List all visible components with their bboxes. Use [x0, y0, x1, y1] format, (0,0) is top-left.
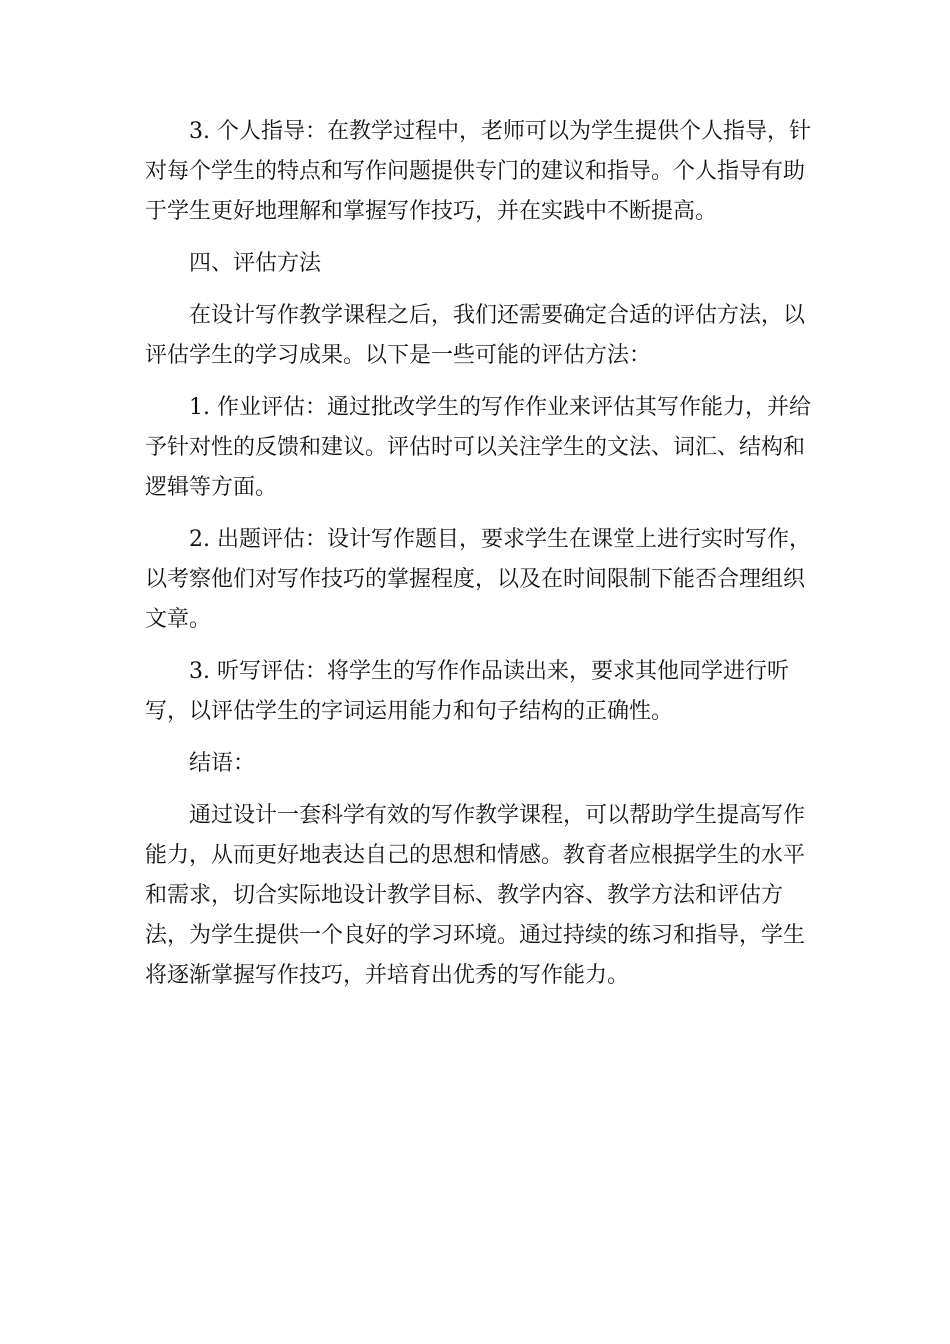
section-heading-conclusion: 结语：: [189, 751, 256, 776]
paragraph-evaluation-intro: 在设计写作教学课程之后，我们还需要确定合适的评估方法，以评估学生的学习成果。以下是一些可能的评估方法：: [145, 303, 806, 368]
paragraph-personal-guidance: 3. 个人指导：在教学过程中，老师可以为学生提供个人指导，针对每个学生的特点和写作问题提供专门的建议和指导。个人指导有助于学生更好地理解和掌握写作技巧，并在实践中不断提高。: [145, 119, 811, 224]
paragraph-topic-evaluation: 2. 出题评估：设计写作题目，要求学生在课堂上进行实时写作，以考察他们对写作技巧的掌握程度，以及在时间限制下能否合理组织文章。: [145, 527, 811, 632]
paragraph-dictation-evaluation: 3. 听写评估：将学生的写作作品读出来，要求其他同学进行听写，以评估学生的字词运用能力和句子结构的正确性。: [145, 659, 789, 724]
paragraph-homework-evaluation: 1. 作业评估：通过批改学生的写作作业来评估其写作能力，并给予针对性的反馈和建议。评估时可以关注学生的文法、词汇、结构和逻辑等方面。: [145, 395, 811, 500]
document-body: [145, 112, 825, 1008]
paragraph-conclusion: 通过设计一套科学有效的写作教学课程，可以帮助学生提高写作能力，从而更好地表达自己的思想和情感。教育者应根据学生的水平和需求，切合实际地设计教学目标、教学内容、教学方法和评估方法，为学生提供一个良好的学习环境。通过持续的练习和指导，学生将逐渐掌握写作技巧，并培育出优秀的写作能力。: [145, 803, 806, 988]
section-heading-evaluation-methods: 四、评估方法: [189, 251, 322, 276]
